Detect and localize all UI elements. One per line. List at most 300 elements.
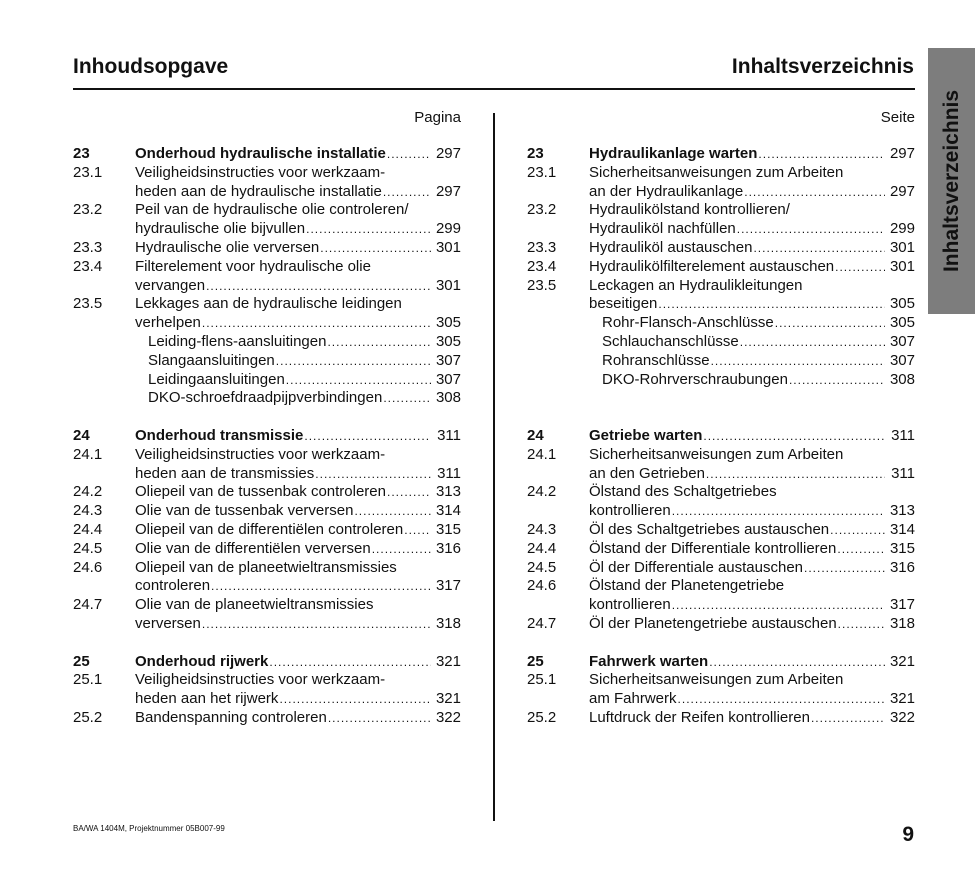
toc-entry-body (589, 521, 915, 540)
toc-entry (73, 653, 461, 672)
toc-entry (73, 671, 461, 690)
toc-entry (73, 333, 461, 352)
toc-entry-title: DKO-Rohrverschraubungen (602, 370, 788, 388)
toc-entry-title: Lekkages aan de hydraulische leidingen (135, 295, 402, 313)
dot-leader (711, 352, 885, 371)
toc-entry (73, 502, 461, 521)
toc-entry-body (589, 145, 915, 164)
page-column-label: Pagina (414, 109, 461, 126)
toc-entry-title: Hydraulikanlage warten (589, 145, 758, 162)
toc-entry-title: Hydraulische olie verversen (135, 238, 320, 256)
toc-entry-title: Oliepeil van de differentiëlen controleren (135, 520, 404, 538)
toc-entry-page: 322 (435, 708, 461, 726)
toc-entry (73, 201, 461, 220)
toc-entry (73, 709, 461, 728)
toc-entry-body (135, 145, 461, 164)
toc-entry-body (589, 220, 915, 239)
toc-entry (73, 239, 461, 258)
dot-leader (387, 483, 431, 502)
toc-entry-title: Hydrauliköl nachfüllen (589, 220, 736, 238)
toc-entry-title: Filterelement voor hydraulische olie (135, 257, 371, 275)
dot-leader (328, 709, 431, 728)
toc-entry-title: Ölstand der Differentiale kontrollieren (589, 539, 837, 557)
column-divider (493, 113, 495, 821)
toc-entry-number: 24.3 (527, 520, 557, 538)
toc-entry-title: controleren (135, 577, 211, 595)
toc-entry-body (135, 596, 461, 615)
side-tab-label: Inhaltsverzeichnis (939, 89, 963, 273)
toc-entry (527, 709, 915, 728)
toc-entry-number: 25 (73, 652, 90, 670)
toc-entry-body (135, 465, 461, 484)
toc-entry-page: 308 (435, 389, 461, 407)
toc-list (527, 145, 915, 728)
toc-entry (527, 671, 915, 690)
dot-leader (758, 145, 885, 164)
toc-entry-title: Rohr-Flansch-Anschlüsse (602, 314, 774, 332)
toc-entry (527, 295, 915, 314)
toc-entry-number: 23.5 (527, 276, 557, 294)
toc-entry-body (135, 521, 461, 540)
toc-entry-title: Onderhoud rijwerk (135, 652, 269, 670)
toc-entry-body (135, 258, 461, 277)
toc-entry-page: 301 (435, 238, 461, 256)
toc-entry (527, 239, 915, 258)
toc-entry-number: 24.4 (73, 520, 103, 538)
page-column-label: Seite (880, 109, 915, 126)
toc-entry-page: 297 (889, 145, 915, 162)
toc-entry-number: 24 (73, 426, 90, 444)
toc-entry-body (135, 295, 461, 314)
toc-entry-page: 321 (435, 652, 461, 670)
dot-leader (383, 389, 431, 408)
toc-entry-page: 307 (435, 351, 461, 369)
dot-leader (672, 502, 885, 521)
toc-entry-body (589, 577, 915, 596)
toc-entry-page: 307 (889, 351, 915, 369)
toc-entry-title: Luftdruck der Reifen kontrollieren (589, 708, 810, 726)
toc-entry (527, 333, 915, 352)
toc-entry-body (135, 446, 461, 465)
toc-entry (73, 352, 461, 371)
toc-entry-page: 299 (435, 220, 461, 238)
toc-entry-title: kontrollieren (589, 596, 671, 614)
toc-entry-title: Öl der Planetengetriebe austauschen (589, 614, 837, 632)
toc-entry-body (135, 314, 461, 333)
toc-entry-body (589, 164, 915, 183)
toc-entry-title: Olie van de differentiëlen verversen (135, 539, 371, 557)
toc-entry (73, 427, 461, 446)
toc-entry-page: 311 (891, 426, 915, 444)
toc-entry-page: 317 (435, 577, 461, 595)
toc-entry-number: 24.7 (527, 614, 557, 632)
toc-entry-number: 24.2 (73, 483, 103, 501)
dot-leader (404, 521, 431, 540)
toc-entry (73, 559, 461, 578)
toc-entry-title: Sicherheitsanweisungen zum Arbeiten (589, 163, 844, 181)
toc-entry (527, 521, 915, 540)
toc-entry-page: 322 (889, 708, 915, 726)
toc-entry-title: Hydraulikölstand kontrollieren/ (589, 201, 790, 219)
toc-entry-page: 314 (889, 520, 915, 538)
toc-entry-number: 24.2 (527, 483, 557, 501)
toc-entry (527, 427, 915, 446)
toc-entry (527, 183, 915, 202)
toc-list (73, 145, 461, 728)
toc-entry-title: Olie van de planeetwieltransmissies (135, 596, 374, 614)
toc-entry-page: 321 (889, 690, 915, 708)
toc-entry-page: 316 (889, 558, 915, 576)
toc-entry-title: Fahrwerk warten (589, 652, 709, 670)
toc-entry-title: an den Getrieben (589, 464, 705, 482)
dot-leader (658, 295, 885, 314)
toc-entry-number: 23.2 (73, 201, 103, 219)
toc-entry-body (589, 502, 915, 521)
toc-entry (73, 446, 461, 465)
toc-entry (527, 258, 915, 277)
toc-entry-title: Ölstand der Planetengetriebe (589, 577, 785, 595)
toc-entry (527, 653, 915, 672)
toc-entry-number: 23.4 (527, 257, 557, 275)
toc-entry-number: 23 (527, 145, 544, 162)
toc-entry (527, 277, 915, 296)
dot-leader (811, 709, 885, 728)
toc-entry-title: Veiligheidsinstructies voor werkzaam- (135, 163, 386, 181)
toc-entry-number: 23.4 (73, 257, 103, 275)
toc-entry-number: 24 (527, 426, 544, 444)
toc-entry-title: Sicherheitsanweisungen zum Arbeiten (589, 671, 844, 689)
toc-entry (527, 483, 915, 502)
toc-entry-number: 24.5 (73, 539, 103, 557)
dot-leader (744, 183, 885, 202)
toc-entry-body (589, 295, 915, 314)
toc-entry-page: 318 (889, 614, 915, 632)
toc-entry-title: Hydraulikölfilterelement austauschen (589, 257, 835, 275)
toc-entry-title: Öl des Schaltgetriebes austauschen (589, 520, 830, 538)
toc-entry-number: 23.3 (73, 238, 103, 256)
dot-leader (709, 653, 885, 672)
toc-entry-page: 315 (435, 520, 461, 538)
toc-entry-title: DKO-schroefdraadpijpverbindingen (148, 389, 383, 407)
dot-leader (202, 314, 431, 333)
toc-entry (73, 314, 461, 333)
toc-entry-page: 305 (435, 314, 461, 332)
dot-leader (327, 333, 431, 352)
dot-leader (775, 314, 885, 333)
toc-entry-page: 311 (891, 464, 915, 482)
dot-leader (202, 615, 431, 634)
toc-entry (73, 577, 461, 596)
toc-entry-body (135, 220, 461, 239)
toc-entry-body (589, 465, 915, 484)
toc-entry-number: 25 (527, 652, 544, 670)
toc-entry (527, 201, 915, 220)
toc-entry-body (135, 164, 461, 183)
toc-entry (73, 389, 461, 408)
side-tab (928, 48, 975, 314)
german-section-title: Inhaltsverzeichnis (731, 55, 914, 78)
dot-leader (678, 690, 885, 709)
toc-entry-number: 24.4 (527, 539, 557, 557)
toc-entry-body (589, 559, 915, 578)
toc-entry-body (589, 183, 915, 202)
dot-leader (286, 371, 431, 390)
toc-entry-title: verversen (135, 614, 201, 632)
toc-entry (73, 615, 461, 634)
toc-entry-number: 24.3 (73, 502, 103, 520)
toc-entry-body (589, 540, 915, 559)
dot-leader (838, 615, 885, 634)
toc-entry-page: 301 (889, 238, 915, 256)
toc-entry-body (135, 540, 461, 559)
toc-entry-page: 314 (435, 502, 461, 520)
toc-entry-body (589, 483, 915, 502)
toc-entry-page: 307 (889, 332, 915, 350)
toc-entry (527, 559, 915, 578)
toc-entry (73, 596, 461, 615)
dot-leader (387, 145, 431, 164)
dot-leader (789, 371, 885, 390)
toc-entry (527, 577, 915, 596)
toc-entry-body (148, 352, 461, 371)
toc-entry-page: 318 (435, 614, 461, 632)
toc-entry-body (135, 427, 461, 446)
toc-entry-body (135, 239, 461, 258)
toc-entry (73, 145, 461, 164)
dot-leader (830, 521, 885, 540)
toc-entry (527, 371, 915, 390)
toc-entry-title: Sicherheitsanweisungen zum Arbeiten (589, 445, 844, 463)
toc-entry-body (135, 201, 461, 220)
dot-leader (315, 465, 431, 484)
dot-leader (383, 183, 431, 202)
dot-leader (354, 502, 431, 521)
dot-leader (320, 239, 431, 258)
toc-entry (73, 465, 461, 484)
toc-entry-body (148, 333, 461, 352)
toc-entry-body (602, 352, 915, 371)
dot-leader (276, 352, 431, 371)
toc-entry-page: 305 (889, 314, 915, 332)
toc-entry-body (602, 333, 915, 352)
toc-entry-title: verhelpen (135, 314, 201, 332)
toc-entry-body (135, 577, 461, 596)
toc-entry-body (148, 371, 461, 390)
dot-leader (804, 559, 885, 578)
toc-entry-page: 297 (435, 182, 461, 200)
dot-leader (737, 220, 885, 239)
toc-entry-body (135, 690, 461, 709)
toc-entry-title: heden aan de transmissies (135, 464, 315, 482)
toc-entry-number: 24.1 (527, 445, 557, 463)
toc-entry-title: am Fahrwerk (589, 690, 677, 708)
toc-entry-body (589, 277, 915, 296)
dutch-section-title: Inhoudsopgave (73, 55, 229, 78)
toc-entry-number: 24.7 (73, 596, 103, 614)
toc-entry-title: Veiligheidsinstructies voor werkzaam- (135, 671, 386, 689)
dot-leader (306, 220, 431, 239)
dot-leader (206, 277, 431, 296)
toc-entry-body (589, 427, 915, 446)
dot-leader (304, 427, 431, 446)
toc-entry (527, 145, 915, 164)
toc-entry-title: Veiligheidsinstructies voor werkzaam- (135, 445, 386, 463)
dot-leader (703, 427, 885, 446)
toc-entry-page: 317 (889, 596, 915, 614)
toc-entry-number: 25.1 (73, 671, 103, 689)
toc-entry (527, 502, 915, 521)
toc-entry-page: 299 (889, 220, 915, 238)
toc-entry-page: 311 (437, 464, 461, 482)
toc-entry-title: Oliepeil van de tussenbak controleren (135, 483, 386, 501)
toc-entry (73, 258, 461, 277)
header-rule (73, 88, 915, 90)
dot-leader (740, 333, 885, 352)
german-toc-column (527, 108, 915, 728)
dot-leader (279, 690, 431, 709)
toc-entry-title: Leckagen an Hydraulikleitungen (589, 276, 803, 294)
toc-entry-page: 315 (889, 539, 915, 557)
toc-entry (73, 483, 461, 502)
toc-entry-body (589, 653, 915, 672)
toc-entry (73, 164, 461, 183)
dutch-toc-column (73, 108, 461, 728)
toc-entry-body (589, 446, 915, 465)
page-number: 9 (902, 823, 914, 846)
toc-entry-page: 311 (437, 426, 461, 444)
dot-leader (211, 577, 431, 596)
toc-entry (527, 446, 915, 465)
toc-entry-title: Olie van de tussenbak verversen (135, 502, 354, 520)
toc-entry-number: 23.3 (527, 238, 557, 256)
toc-entry (527, 465, 915, 484)
dot-leader (706, 465, 885, 484)
toc-entry-number: 23.1 (527, 163, 557, 181)
toc-entry (527, 220, 915, 239)
toc-entry-number: 25.2 (527, 708, 557, 726)
toc-entry-body (135, 183, 461, 202)
toc-entry-page: 307 (435, 370, 461, 388)
toc-entry (527, 352, 915, 371)
toc-entry (73, 295, 461, 314)
dot-leader (753, 239, 885, 258)
toc-entry (73, 521, 461, 540)
toc-entry-body (135, 502, 461, 521)
dot-leader (269, 653, 431, 672)
toc-entry (527, 690, 915, 709)
footer-project-text: BA/WA 1404M, Projektnummer 05B007-99 (73, 824, 225, 833)
toc-entry-number: 23.1 (73, 163, 103, 181)
toc-entry-title: Peil van de hydraulische olie controleren/ (135, 201, 409, 219)
toc-entry-title: Onderhoud transmissie (135, 426, 304, 444)
toc-entry-body (589, 709, 915, 728)
toc-entry-body (148, 389, 461, 408)
toc-entry-title: Getriebe warten (589, 426, 703, 444)
toc-entry (527, 540, 915, 559)
toc-entry-body (589, 671, 915, 690)
toc-entry-title: Ölstand des Schaltgetriebes (589, 483, 777, 501)
toc-entry (527, 164, 915, 183)
toc-entry-title: Oliepeil van de planeetwieltransmissies (135, 558, 397, 576)
toc-entry-title: Leidingaansluitingen (148, 370, 285, 388)
toc-entry-page: 297 (435, 145, 461, 162)
toc-entry-number: 23.5 (73, 295, 103, 313)
toc-entry-body (589, 596, 915, 615)
toc-entry-title: Leiding-flens-aansluitingen (148, 332, 327, 350)
toc-entry-body (589, 258, 915, 277)
toc-entry (73, 183, 461, 202)
dot-leader (372, 540, 431, 559)
toc-entry-page: 297 (889, 182, 915, 200)
toc-entry-title: Schlauchanschlüsse (602, 332, 739, 350)
toc-entry-number: 24.5 (527, 558, 557, 576)
toc-entry-title: Bandenspanning controleren (135, 708, 327, 726)
toc-entry (73, 220, 461, 239)
toc-entry-page: 301 (889, 257, 915, 275)
toc-entry-page: 305 (435, 332, 461, 350)
toc-entry-body (135, 277, 461, 296)
toc-entry-number: 23 (73, 145, 90, 162)
toc-entry-body (135, 615, 461, 634)
toc-entry-title: hydraulische olie bijvullen (135, 220, 306, 238)
toc-entry-page: 321 (889, 652, 915, 670)
toc-entry-body (589, 201, 915, 220)
toc-entry-title: Öl der Differentiale austauschen (589, 558, 804, 576)
toc-entry-page: 316 (435, 539, 461, 557)
toc-entry-title: heden aan de hydraulische installatie (135, 182, 382, 200)
toc-entry-page: 308 (889, 370, 915, 388)
toc-entry-body (135, 653, 461, 672)
toc-entry-body (135, 709, 461, 728)
toc-entry-title: kontrollieren (589, 502, 671, 520)
toc-entry-title: an der Hydraulikanlage (589, 182, 744, 200)
toc-entry-number: 24.6 (527, 577, 557, 595)
toc-entry-title: Slangaansluitingen (148, 351, 275, 369)
toc-entry-number: 25.2 (73, 708, 103, 726)
toc-entry-page: 313 (889, 502, 915, 520)
toc-entry (527, 615, 915, 634)
toc-entry-page: 313 (435, 483, 461, 501)
toc-entry (73, 690, 461, 709)
toc-entry (73, 540, 461, 559)
dot-leader (672, 596, 885, 615)
toc-entry-body (589, 239, 915, 258)
toc-entry-body (135, 483, 461, 502)
toc-entry-body (589, 615, 915, 634)
toc-entry-title: vervangen (135, 276, 206, 294)
toc-entry-body (602, 371, 915, 390)
toc-entry (73, 277, 461, 296)
toc-entry-body (135, 671, 461, 690)
toc-entry-number: 24.1 (73, 445, 103, 463)
toc-entry (527, 314, 915, 333)
toc-entry-title: beseitigen (589, 295, 658, 313)
toc-entry-title: Hydrauliköl austauschen (589, 238, 753, 256)
dot-leader (835, 258, 885, 277)
toc-entry-title: Rohranschlüsse (602, 351, 710, 369)
toc-entry (527, 596, 915, 615)
toc-entry-body (589, 690, 915, 709)
toc-entry-number: 23.2 (527, 201, 557, 219)
toc-entry-page: 321 (435, 690, 461, 708)
toc-entry (73, 371, 461, 390)
toc-entry-page: 305 (889, 295, 915, 313)
toc-entry-body (135, 559, 461, 578)
toc-entry-title: heden aan het rijwerk (135, 690, 279, 708)
toc-entry-number: 25.1 (527, 671, 557, 689)
toc-entry-body (602, 314, 915, 333)
toc-entry-page: 301 (435, 276, 461, 294)
